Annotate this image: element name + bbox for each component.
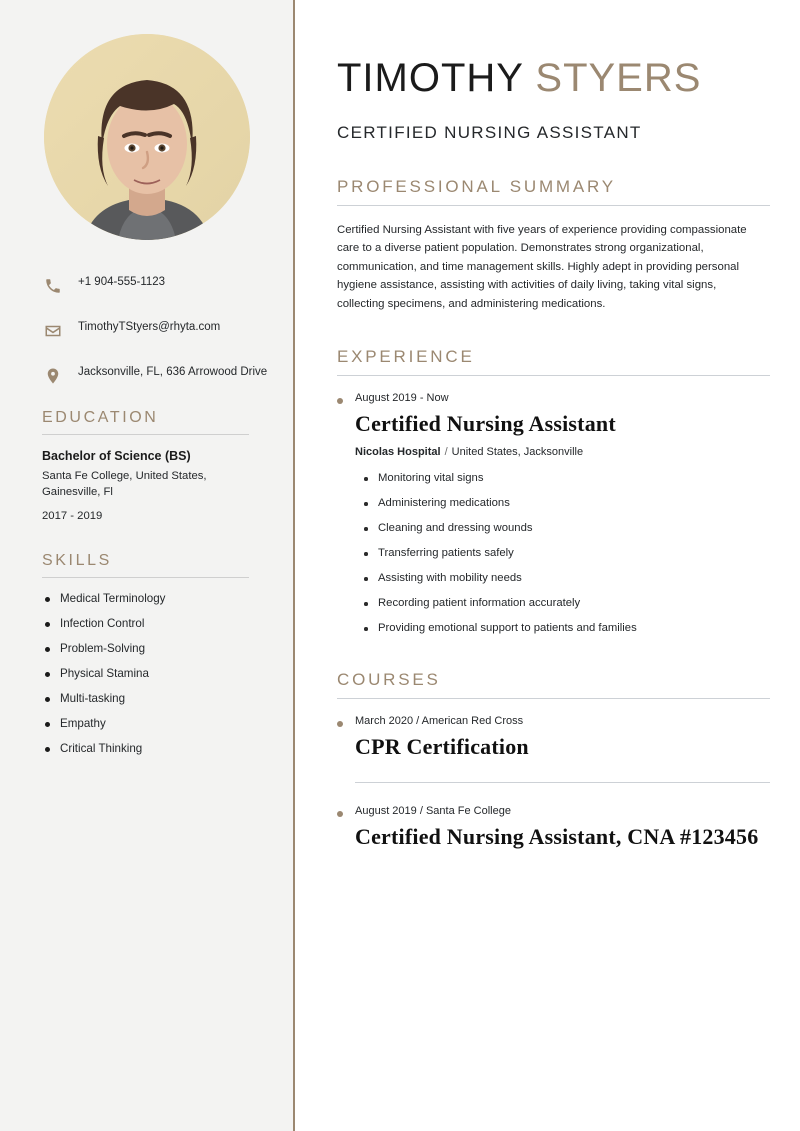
duty-item: Providing emotional support to patients and families <box>361 622 770 634</box>
experience-separator: / <box>444 446 448 459</box>
course-entry <box>337 805 770 850</box>
skill-item: Multi-tasking <box>42 692 249 705</box>
skills-list <box>42 592 249 755</box>
sidebar <box>0 0 295 1131</box>
contact-address[interactable] <box>42 364 273 387</box>
skill-item: Critical Thinking <box>42 742 249 755</box>
duty-item: Monitoring vital signs <box>361 472 770 484</box>
experience-organization: Nicolas Hospital <box>355 446 441 459</box>
envelope-icon <box>42 320 64 342</box>
experience-title: Certified Nursing Assistant <box>355 411 616 437</box>
summary-text: Certified Nursing Assistant with five years of experience providing compassionate care to a diverse patient population. Demonstrates strong organizational, communication, and time management skills. Highly adept in providing personal hygiene assistance, assisting with activities of daily living, taking vital signs, collecting specimens, and administering medications. <box>337 223 747 310</box>
education-heading: EDUCATION <box>42 409 159 426</box>
skill-item: Infection Control <box>42 617 249 630</box>
first-name: TIMOTHY <box>337 56 524 100</box>
contact-phone[interactable] <box>42 274 273 297</box>
skill-item: Empathy <box>42 717 249 730</box>
experience-dates: August 2019 - Now <box>355 392 449 405</box>
skill-item: Physical Stamina <box>42 667 249 680</box>
education-section <box>0 409 293 522</box>
phone-text: +1 904-555-1123 <box>78 276 166 288</box>
duty-item: Transferring patients safely <box>361 547 770 559</box>
course-separator-rule <box>355 782 770 783</box>
main-content <box>295 0 800 1131</box>
summary-section <box>337 177 770 313</box>
course-meta <box>355 715 770 727</box>
experience-entry <box>337 392 770 634</box>
courses-divider <box>337 698 770 699</box>
summary-divider <box>337 205 770 206</box>
contact-list <box>0 274 293 387</box>
experience-list <box>337 392 770 634</box>
experience-heading: EXPERIENCE <box>337 347 475 367</box>
courses-section <box>337 670 770 850</box>
experience-divider <box>337 375 770 376</box>
contact-email[interactable] <box>42 319 273 342</box>
course-provider: Santa Fe College <box>425 805 511 818</box>
education-divider <box>42 434 249 435</box>
experience-section <box>337 347 770 634</box>
course-separator: / <box>413 715 422 728</box>
course-date: March 2020 <box>355 715 414 728</box>
summary-heading: PROFESSIONAL SUMMARY <box>337 176 616 196</box>
skills-divider <box>42 577 249 578</box>
duty-item: Cleaning and dressing wounds <box>361 522 770 534</box>
duty-item: Assisting with mobility needs <box>361 572 770 584</box>
courses-list <box>337 715 770 850</box>
skills-heading: SKILLS <box>42 551 112 569</box>
education-school: Santa Fe College, United States, Gainesville, Fl <box>42 470 207 499</box>
course-title: Certified Nursing Assistant, CNA #123456 <box>355 824 759 850</box>
profile-photo-wrapper <box>0 34 293 240</box>
duty-item: Recording patient information accurately <box>361 597 770 609</box>
course-title: CPR Certification <box>355 734 529 760</box>
address-text: Jacksonville, FL, 636 Arrowood Drive <box>78 366 268 378</box>
duty-item: Administering medications <box>361 497 770 509</box>
map-pin-icon <box>42 365 64 387</box>
course-separator: / <box>416 805 426 818</box>
skill-item: Problem-Solving <box>42 642 249 655</box>
education-dates: 2017 - 2019 <box>42 509 103 522</box>
education-degree: Bachelor of Science (BS) <box>42 449 191 463</box>
skills-section <box>0 552 293 755</box>
courses-heading: COURSES <box>337 670 441 690</box>
last-name: STYERS <box>535 56 702 100</box>
course-meta <box>355 805 770 817</box>
email-text: TimothyTStyers@rhyta.com <box>78 321 221 333</box>
course-date: August 2019 <box>355 805 417 818</box>
course-entry <box>337 715 770 760</box>
page-title <box>337 56 770 101</box>
avatar <box>44 34 250 240</box>
experience-duties-list <box>355 472 770 634</box>
experience-location: United States, Jacksonville <box>451 446 584 459</box>
phone-icon <box>42 275 64 297</box>
experience-organization-row <box>355 446 770 458</box>
skill-item: Medical Terminology <box>42 592 249 605</box>
job-title: CERTIFIED NURSING ASSISTANT <box>337 122 642 142</box>
course-provider: American Red Cross <box>421 715 524 728</box>
